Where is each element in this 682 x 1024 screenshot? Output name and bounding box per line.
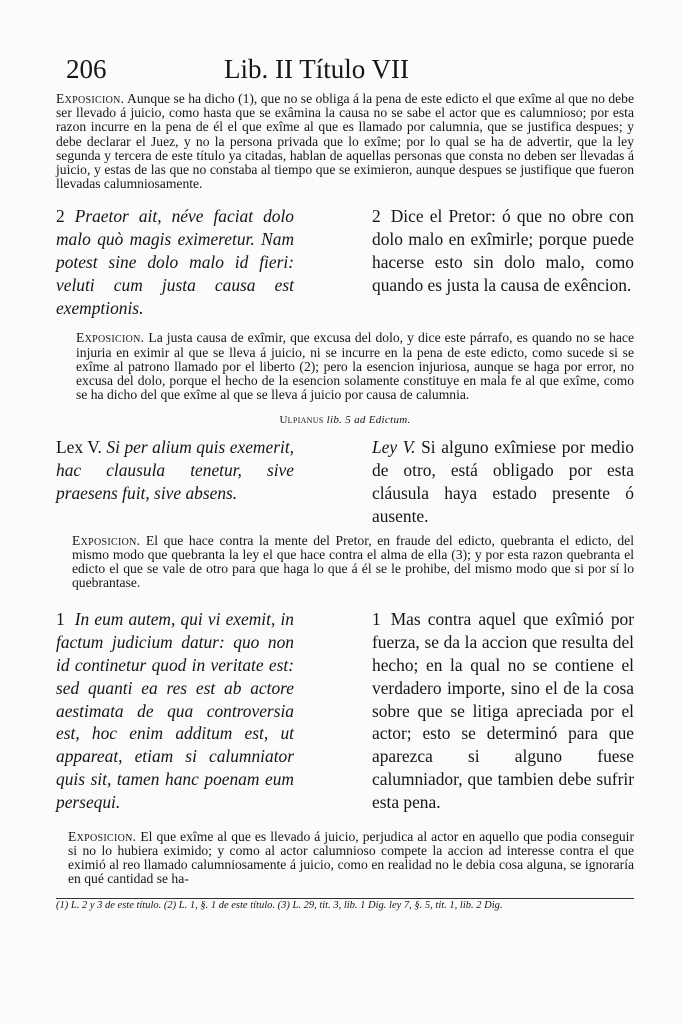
exposicion-text: La justa causa de exîmir, que excusa del dolo, y dice este párrafo, es quando no se hace injuria en eximir al que se lleva á juicio, ni se incurre en la pena de este edicto, como sucede si se exîme al patrono llamado por el liberto (2); pero la esencion injuriosa, aunque se haga por error, no excusa del dolo, porque el hecho de la esencion solamente constituye en mala fe al que exîme, como se ha dicho del que exîme al que se lleva á juicio por causa de calumnia. bbox=[76, 330, 634, 403]
spanish-text: Si alguno exîmiese por medio de otro, está obligado por esta cláusula haya estado presente ó ausente. bbox=[372, 437, 635, 526]
exposicion-label: Exposicion. bbox=[68, 828, 137, 844]
exposicion-text: Aunque se ha dicho (1), que no se obliga á la pena de este edicto el que exîme al que no debe ser llevado á juicio, como hasta que se exâmina la causa no se sabe el actor que es calumnioso; por esta razon incurre en la pena de él el que exîme al que es llamado por calumnia, que se justifica despues; y debe declarar el Juez, y no la persona privada que lo exîme; por lo qual se ha de advertir, que la ley segunda y tercera de este título ya citadas, hablan de aquellas personas que consta no deben ser llevadas á juicio, y estas de las que no constaba al tiempo que se eximieron, aunque despues se justifique que fueron llevadas calumniosamente. bbox=[56, 91, 634, 192]
source-citation bbox=[56, 414, 634, 426]
spanish-paragraph-1 bbox=[372, 608, 634, 813]
exposicion-paragraph-2 bbox=[76, 331, 634, 402]
latin-paragraph-1 bbox=[56, 608, 294, 813]
paragraph-number: 1 bbox=[372, 609, 381, 630]
paragraph-number: 2 bbox=[372, 206, 381, 227]
latin-text: Si per alium quis exemerit, hac clausula tenetur, sive praesens fuit, sive absens. bbox=[56, 437, 294, 504]
spanish-ley-5 bbox=[372, 436, 634, 527]
exposicion-label: Exposicion. bbox=[72, 532, 141, 548]
paragraph-number: 1 bbox=[56, 609, 65, 630]
spanish-text: Mas contra aquel que exîmió por fuerza, se da la accion que resulta del hecho; en la qual no se contiene el verdadero importe, sino el de la cosa sobre que se litiga apreciada por el actor; esto se determinó para que aparezca si alguno fuese calumniador, que tambien debe sufrir esta pena. bbox=[372, 609, 634, 812]
spanish-paragraph-2 bbox=[372, 205, 634, 319]
paragraph-number: 2 bbox=[56, 206, 65, 227]
page-header bbox=[56, 52, 634, 88]
latin-text: Praetor ait, néve faciat dolo malo quò magis eximeretur. Nam potest sine dolo malo id fieri: veluti cum justa causa est exemptionis. bbox=[56, 206, 294, 318]
exposicion-paragraph-1 bbox=[56, 92, 634, 191]
exposicion-text: El que hace contra la mente del Pretor, en fraude del edicto, quebranta el edicto, del mismo modo que quebranta la ley el que hace contra el alma de ella (3); y por esta razon quebranta el edicto el que se vale de otro para que haga lo que á él se le prohibe, del mismo modo que si por sí lo quebrantase. bbox=[72, 532, 634, 591]
exposicion-paragraph-4 bbox=[68, 830, 634, 887]
running-title: Lib. II Título VII bbox=[224, 54, 409, 84]
paragraph-1-columns bbox=[56, 608, 634, 813]
citation-work: lib. 5 ad Edictum. bbox=[326, 414, 411, 427]
page-number: 206 bbox=[66, 54, 107, 84]
exposicion-text: El que exîme al que es llevado á juicio, perjudica al actor en aquello que podia conseguir si no lo hubiera eximido; y como al actor calumnioso compete la accion ad interesse contra el que eximió al reo llamado calumniosamente á juicio, como en realidad no le debia cosa alguna, se ignoraría en qué cantidad se ha- bbox=[68, 828, 634, 887]
book-page bbox=[56, 52, 634, 913]
exposicion-label: Exposicion. bbox=[76, 330, 145, 346]
exposicion-paragraph-3 bbox=[72, 534, 634, 591]
ley-heading: Ley V. bbox=[372, 437, 416, 458]
spanish-text: Dice el Pretor: ó que no obre con dolo malo en exîmirle; porque puede hacerse esto sin dolo malo, como quando es justa la causa de exêncion. bbox=[372, 206, 634, 295]
citation-author: Ulpianus bbox=[279, 414, 324, 427]
latin-lex-5 bbox=[56, 436, 294, 527]
lex-5-columns bbox=[56, 436, 634, 527]
lex-heading: Lex V. bbox=[56, 437, 102, 458]
latin-paragraph-2 bbox=[56, 205, 294, 319]
footnotes: (1) L. 2 y 3 de este título. (2) L. 1, §. 1 de este título. (3) L. 29, tit. 3, lib. 1 Dig. ley 7, §. 5, tit. 1, lib. 2 Dig. bbox=[56, 900, 503, 912]
latin-text: In eum autem, qui vi exemit, in factum judicium datur: quo non id continetur quod in veritate est: sed quanti ea res est ab actore aestimata de qua controversia est, hoc enim additum est, ut appareat, etiam si calumniator quis sit, tamen hanc poenam eum persequi. bbox=[56, 609, 294, 812]
paragraph-2-columns bbox=[56, 205, 634, 319]
exposicion-label: Exposicion. bbox=[56, 91, 125, 106]
